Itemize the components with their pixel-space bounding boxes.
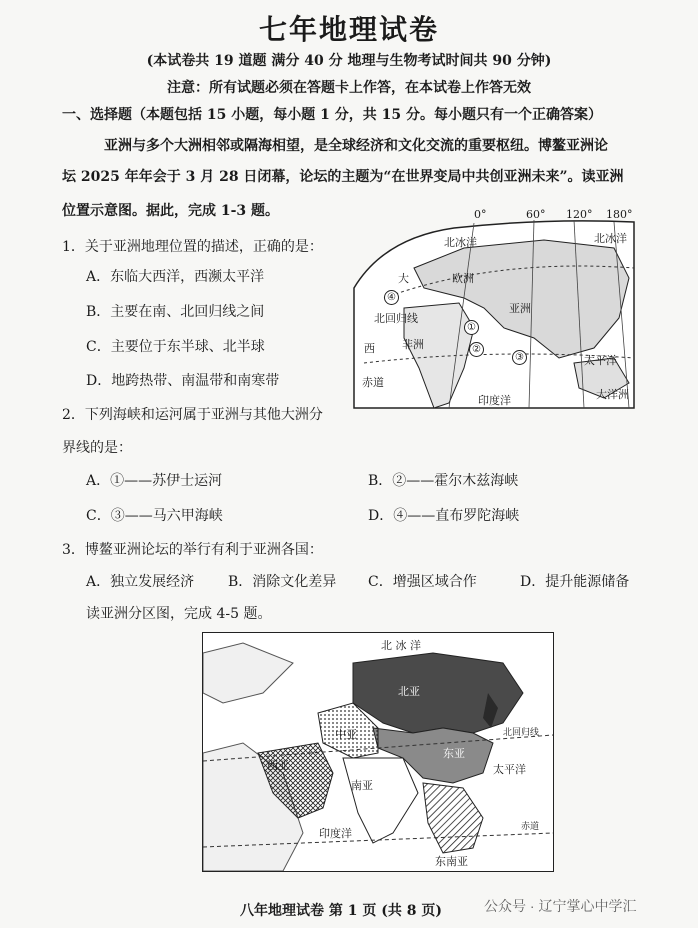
- map1-pacific-label: 太平洋: [584, 354, 617, 367]
- asia-location-map: [344, 208, 644, 413]
- map2-southeast-asia-label: 东南亚: [435, 855, 468, 868]
- exam-notice: 注意：所有试题必须在答题卡上作答，在本试卷上作答无效: [167, 80, 531, 96]
- map1-arctic-label-2: 北冰洋: [594, 232, 627, 245]
- intro-line-3: 位置示意图。据此，完成 1-3 题。: [62, 203, 280, 219]
- map2-equator-label: 赤道: [521, 822, 540, 832]
- map1-africa-label: 非洲: [402, 338, 424, 351]
- q2-option-b[interactable]: B．②——霍尔木兹海峡: [368, 473, 519, 489]
- map1-tropic-label: 北回归线: [374, 312, 418, 325]
- q3-option-c[interactable]: C．增强区域合作: [368, 574, 477, 590]
- map2-arctic-label: 北 冰 洋: [381, 639, 421, 652]
- map1-oceania-label: 大洋洲: [596, 388, 629, 401]
- lon-label-120: 120°: [566, 208, 593, 221]
- marker-2: ②: [469, 342, 484, 357]
- map1-arctic-label: 北冰洋: [444, 236, 477, 249]
- asia-regions-map-graphic: [203, 633, 553, 871]
- page-footer: 八年地理试卷 第 1 页 (共 8 页): [240, 903, 442, 919]
- map1-equator-label: 赤道: [362, 376, 384, 389]
- exam-subtitle: (本试卷共 19 道题 满分 40 分 地理与生物考试时间共 90 分钟): [146, 53, 552, 69]
- q3-option-d[interactable]: D．提升能源储备: [520, 574, 630, 590]
- q2-option-d[interactable]: D．④——直布罗陀海峡: [368, 508, 520, 524]
- lon-label-60: 60°: [526, 208, 546, 221]
- map1-indian-label: 印度洋: [478, 394, 511, 407]
- q1-option-d[interactable]: D．地跨热带、南温带和南寒带: [86, 373, 280, 389]
- q3-option-b[interactable]: B．消除文化差异: [228, 574, 337, 590]
- marker-4: ④: [384, 290, 399, 305]
- map2-tropic-label: 北回归线: [503, 728, 540, 738]
- map2-north-asia-label: 北亚: [398, 685, 420, 698]
- watermark: 公众号 · 辽宁掌心中学汇: [484, 898, 637, 914]
- q4-5-lead: 读亚洲分区图，完成 4-5 题。: [86, 606, 272, 622]
- asia-regions-map: [202, 632, 554, 872]
- q2-stem-line-2: 界线的是：: [62, 440, 132, 456]
- map2-east-asia-label: 东亚: [443, 747, 465, 760]
- q3-option-a[interactable]: A．独立发展经济: [86, 574, 195, 590]
- q2-option-c[interactable]: C．③——马六甲海峡: [86, 508, 223, 524]
- q1-option-b[interactable]: B．主要在南、北回归线之间: [86, 304, 265, 320]
- intro-line-1: 亚洲与多个大洲相邻或隔海相望，是全球经济和文化交流的重要枢纽。博鳌亚洲论: [104, 138, 608, 154]
- q1-option-c[interactable]: C．主要位于东半球、北半球: [86, 339, 265, 355]
- map2-pacific-label: 太平洋: [493, 763, 526, 776]
- map1-west-label: 西: [364, 342, 375, 355]
- q2-stem-line-1: 2．下列海峡和运河属于亚洲与其他大洲分: [62, 407, 323, 423]
- marker-3: ③: [512, 350, 527, 365]
- section-header: 一、选择题（本题包括 15 小题，每小题 1 分，共 15 分。每小题只有一个正确答案）: [62, 107, 602, 123]
- map2-west-asia-label: 西亚: [267, 759, 289, 772]
- map1-da-label: 大: [398, 272, 409, 285]
- marker-1: ①: [464, 320, 479, 335]
- map2-indian-label: 印度洋: [319, 827, 352, 840]
- q2-option-a[interactable]: A．①——苏伊士运河: [86, 473, 223, 489]
- exam-title: 七年地理试卷: [258, 13, 439, 46]
- intro-line-2: 坛 2025 年年会于 3 月 28 日闭幕，论坛的主题为“在世界变局中共创亚洲未来”。读亚洲: [62, 169, 624, 185]
- map2-central-asia-label: 中亚: [335, 728, 357, 741]
- map1-europe-label: 欧洲: [452, 272, 474, 285]
- q3-stem: 3．博鳌亚洲论坛的举行有利于亚洲各国：: [62, 542, 323, 558]
- map2-south-asia-label: 南亚: [351, 779, 373, 792]
- map1-asia-label: 亚洲: [509, 302, 531, 315]
- q1-stem: 1．关于亚洲地理位置的描述，正确的是：: [62, 239, 323, 255]
- lon-label-180: 180°: [606, 208, 633, 221]
- lon-label-0: 0°: [474, 208, 487, 221]
- q1-option-a[interactable]: A．东临大西洋，西濒太平洋: [86, 269, 265, 285]
